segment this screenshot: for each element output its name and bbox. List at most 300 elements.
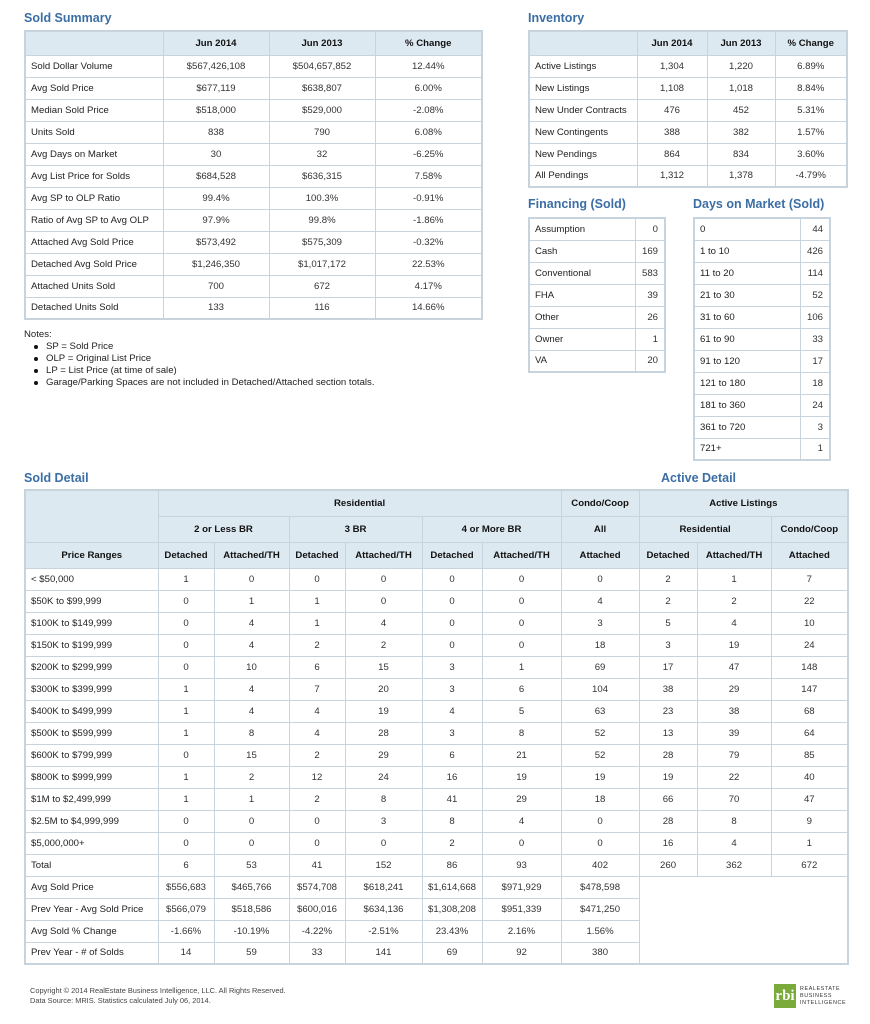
row-label: Detached Units Sold (25, 297, 163, 319)
cell-value: 6.89% (775, 55, 847, 77)
cell-value: 1 (482, 656, 561, 678)
empty-cell (639, 942, 697, 964)
cell-value: -4.22% (289, 920, 345, 942)
empty-cell (697, 898, 771, 920)
cell-value: 52 (561, 722, 639, 744)
row-label: Ratio of Avg SP to Avg OLP (25, 209, 163, 231)
cell-value: 4 (214, 612, 289, 634)
price-range-label: $300K to $399,999 (25, 678, 158, 700)
cell-value: -6.25% (375, 143, 482, 165)
table-row (25, 832, 848, 854)
cell-value: 260 (639, 854, 697, 876)
cell-value: 38 (697, 700, 771, 722)
cell-value: 2 (289, 634, 345, 656)
cell-value: 66 (639, 788, 697, 810)
cell-value: $636,315 (269, 165, 375, 187)
row-label: VA (529, 350, 635, 372)
table-row (25, 700, 848, 722)
cell-value: 10 (771, 612, 848, 634)
cell-value: 0 (345, 568, 422, 590)
cell-value: $1,308,208 (422, 898, 482, 920)
column-header: Detached (639, 542, 697, 568)
cell-value: 17 (639, 656, 697, 678)
cell-value: 1 (158, 678, 214, 700)
cell-value: 0 (561, 810, 639, 832)
cell-value: 0 (289, 568, 345, 590)
price-range-label: Total (25, 854, 158, 876)
cell-value: 1,312 (637, 165, 707, 187)
cell-value: 29 (482, 788, 561, 810)
cell-value: 97.9% (163, 209, 269, 231)
cell-value: -4.79% (775, 165, 847, 187)
cell-value: 23 (639, 700, 697, 722)
row-label: 361 to 720 (694, 416, 800, 438)
cell-value: 47 (771, 788, 848, 810)
cell-value: 10 (214, 656, 289, 678)
header-condo: Condo/Coop (561, 490, 639, 516)
price-range-label: $200K to $299,999 (25, 656, 158, 678)
cell-value: 1 (635, 328, 665, 350)
row-label: Attached Units Sold (25, 275, 163, 297)
cell-value: 52 (800, 284, 830, 306)
notes (24, 329, 375, 389)
table-row (529, 165, 847, 187)
cell-value: 114 (800, 262, 830, 284)
table-row (25, 121, 482, 143)
note-item: OLP = Original List Price (34, 353, 375, 365)
row-label: 21 to 30 (694, 284, 800, 306)
cell-value: -0.32% (375, 231, 482, 253)
cell-value: $529,000 (269, 99, 375, 121)
cell-value: 141 (345, 942, 422, 964)
row-label: FHA (529, 284, 635, 306)
cell-value: 59 (214, 942, 289, 964)
table-row (25, 612, 848, 634)
cell-value: 362 (697, 854, 771, 876)
header-active-listings: Active Listings (639, 490, 848, 516)
active-detail-title: Active Detail (661, 471, 737, 485)
cell-value: 33 (289, 942, 345, 964)
cell-value: $618,241 (345, 876, 422, 898)
cell-value: 18 (561, 788, 639, 810)
cell-value: $504,657,852 (269, 55, 375, 77)
cell-value: 6 (482, 678, 561, 700)
cell-value: 44 (800, 218, 830, 240)
table-row (25, 187, 482, 209)
cell-value: $634,136 (345, 898, 422, 920)
column-header (25, 31, 163, 55)
cell-value: 18 (561, 634, 639, 656)
cell-value: 85 (771, 744, 848, 766)
row-label: Avg Days on Market (25, 143, 163, 165)
cell-value: 12.44% (375, 55, 482, 77)
table-row (694, 438, 830, 460)
cell-value: 0 (158, 810, 214, 832)
empty-cell (639, 898, 697, 920)
financing-title: Financing (Sold) (528, 197, 626, 211)
table-row (25, 209, 482, 231)
cell-value: 7 (771, 568, 848, 590)
row-label: 1 to 10 (694, 240, 800, 262)
cell-value: $518,586 (214, 898, 289, 920)
cell-value: 3 (345, 810, 422, 832)
price-range-label: $600K to $799,999 (25, 744, 158, 766)
sold-detail-table (24, 489, 849, 965)
header-4br: 4 or More BR (422, 516, 561, 542)
cell-value: 3 (422, 722, 482, 744)
cell-value: 0 (158, 832, 214, 854)
row-label: Avg List Price for Solds (25, 165, 163, 187)
cell-value: 19 (639, 766, 697, 788)
cell-value: $518,000 (163, 99, 269, 121)
summary-label: Avg Sold Price (25, 876, 158, 898)
cell-value: 4 (345, 612, 422, 634)
cell-value: 14 (158, 942, 214, 964)
column-header: Attached/TH (214, 542, 289, 568)
cell-value: $573,492 (163, 231, 269, 253)
table-row (529, 262, 665, 284)
row-label: 121 to 180 (694, 372, 800, 394)
price-range-label: $100K to $149,999 (25, 612, 158, 634)
cell-value: 8 (697, 810, 771, 832)
cell-value: 106 (800, 306, 830, 328)
cell-value: 0 (422, 612, 482, 634)
cell-value: 2 (422, 832, 482, 854)
cell-value: 52 (561, 744, 639, 766)
row-label: 11 to 20 (694, 262, 800, 284)
cell-value: $600,016 (289, 898, 345, 920)
cell-value: 1,378 (707, 165, 775, 187)
data-source-text: Data Source: MRIS. Statistics calculated July 06, 2014. (30, 996, 211, 1005)
row-label: New Pendings (529, 143, 637, 165)
table-row (529, 218, 665, 240)
column-header (529, 31, 637, 55)
cell-value: 40 (771, 766, 848, 788)
price-range-label: $150K to $199,999 (25, 634, 158, 656)
cell-value: 476 (637, 99, 707, 121)
cell-value: 23.43% (422, 920, 482, 942)
cell-value: 0 (482, 832, 561, 854)
cell-value: 6 (158, 854, 214, 876)
note-item: SP = Sold Price (34, 341, 375, 353)
cell-value: 148 (771, 656, 848, 678)
cell-value: 16 (422, 766, 482, 788)
cell-value: 6.08% (375, 121, 482, 143)
cell-value: 33 (800, 328, 830, 350)
column-header: Detached (289, 542, 345, 568)
table-row (694, 350, 830, 372)
cell-value: 1,018 (707, 77, 775, 99)
cell-value: 1 (158, 700, 214, 722)
cell-value: 2 (345, 634, 422, 656)
column-header: % Change (375, 31, 482, 55)
table-row (694, 372, 830, 394)
row-label: Attached Avg Sold Price (25, 231, 163, 253)
row-label: 181 to 360 (694, 394, 800, 416)
cell-value: 834 (707, 143, 775, 165)
inventory-table (528, 30, 848, 188)
cell-value: 22.53% (375, 253, 482, 275)
row-label: Assumption (529, 218, 635, 240)
table-row (25, 77, 482, 99)
cell-value: 100.3% (269, 187, 375, 209)
table-row (25, 766, 848, 788)
sold-detail-title: Sold Detail (24, 471, 89, 485)
cell-value: 116 (269, 297, 375, 319)
cell-value: 8 (422, 810, 482, 832)
sold-summary-header-row (25, 31, 482, 55)
logo-line-1: REALESTATE (800, 985, 841, 992)
cell-value: 0 (214, 832, 289, 854)
cell-value: 0 (561, 568, 639, 590)
table-row (529, 99, 847, 121)
cell-value: 2 (289, 788, 345, 810)
column-header: Attached/TH (697, 542, 771, 568)
cell-value: 39 (697, 722, 771, 744)
cell-value: 104 (561, 678, 639, 700)
table-row (25, 722, 848, 744)
cell-value: $556,683 (158, 876, 214, 898)
cell-value: 1 (697, 568, 771, 590)
cell-value: 1.56% (561, 920, 639, 942)
cell-value: 8 (482, 722, 561, 744)
cell-value: 1 (158, 568, 214, 590)
table-row (25, 678, 848, 700)
cell-value: 4 (214, 700, 289, 722)
cell-value: 21 (482, 744, 561, 766)
cell-value: 64 (771, 722, 848, 744)
row-label: 31 to 60 (694, 306, 800, 328)
cell-value: $566,079 (158, 898, 214, 920)
cell-value: 99.8% (269, 209, 375, 231)
notes-heading: Notes: (24, 329, 52, 340)
cell-value: 53 (214, 854, 289, 876)
cell-value: 0 (482, 612, 561, 634)
empty-cell (697, 920, 771, 942)
cell-value: 0 (422, 590, 482, 612)
cell-value: $574,708 (289, 876, 345, 898)
summary-label: Prev Year - Avg Sold Price (25, 898, 158, 920)
cell-value: 19 (482, 766, 561, 788)
cell-value: 26 (635, 306, 665, 328)
rbi-logo-mark: rbi (774, 984, 796, 1008)
cell-value: 70 (697, 788, 771, 810)
cell-value: 7.58% (375, 165, 482, 187)
cell-value: 19 (345, 700, 422, 722)
table-row (529, 240, 665, 262)
cell-value: 1 (158, 722, 214, 744)
cell-value: 0 (482, 634, 561, 656)
table-row (529, 328, 665, 350)
cell-value: 1 (158, 788, 214, 810)
note-item: LP = List Price (at time of sale) (34, 365, 375, 377)
cell-value: 79 (697, 744, 771, 766)
cell-value: 22 (697, 766, 771, 788)
table-row (694, 306, 830, 328)
row-label: Other (529, 306, 635, 328)
cell-value: $471,250 (561, 898, 639, 920)
header-active-condo: Condo/Coop (771, 516, 848, 542)
rbi-logo (774, 984, 846, 1008)
notes-list (34, 341, 375, 389)
cell-value: 20 (345, 678, 422, 700)
cell-value: 93 (482, 854, 561, 876)
table-row (529, 284, 665, 306)
cell-value: 47 (697, 656, 771, 678)
table-row (25, 810, 848, 832)
cell-value: 452 (707, 99, 775, 121)
empty-cell (771, 876, 848, 898)
table-row (529, 55, 847, 77)
cell-value: 0 (214, 810, 289, 832)
cell-value: 0 (289, 832, 345, 854)
cell-value: $677,119 (163, 77, 269, 99)
cell-value: 2 (639, 568, 697, 590)
column-header: Price Ranges (25, 542, 158, 568)
header-3br: 3 BR (289, 516, 422, 542)
cell-value: 4 (561, 590, 639, 612)
cell-value: $575,309 (269, 231, 375, 253)
cell-value: 28 (639, 810, 697, 832)
cell-value: 9 (771, 810, 848, 832)
cell-value: 39 (635, 284, 665, 306)
table-row (25, 143, 482, 165)
cell-value: $951,339 (482, 898, 561, 920)
row-label: New Listings (529, 77, 637, 99)
cell-value: 99.4% (163, 187, 269, 209)
cell-value: 2 (289, 744, 345, 766)
table-row (25, 854, 848, 876)
table-row (25, 231, 482, 253)
cell-value: 69 (561, 656, 639, 678)
column-header: Jun 2014 (163, 31, 269, 55)
inventory-header-row (529, 31, 847, 55)
table-row (25, 297, 482, 319)
cell-value: $1,614,668 (422, 876, 482, 898)
cell-value: 2.16% (482, 920, 561, 942)
cell-value: -1.86% (375, 209, 482, 231)
copyright-text: Copyright © 2014 RealEstate Business Intelligence, LLC. All Rights Reserved. (30, 986, 286, 995)
cell-value: 3.60% (775, 143, 847, 165)
cell-value: 3 (561, 612, 639, 634)
cell-value: 0 (422, 634, 482, 656)
row-label: Detached Avg Sold Price (25, 253, 163, 275)
column-header: Attached (771, 542, 848, 568)
column-header: Detached (158, 542, 214, 568)
column-header: Detached (422, 542, 482, 568)
empty-cell (771, 920, 848, 942)
cell-value: 5 (482, 700, 561, 722)
empty-cell (771, 942, 848, 964)
cell-value: 3 (422, 678, 482, 700)
price-range-label: $2.5M to $4,999,999 (25, 810, 158, 832)
cell-value: 838 (163, 121, 269, 143)
summary-label: Avg Sold % Change (25, 920, 158, 942)
cell-value: 0 (158, 744, 214, 766)
empty-cell (697, 876, 771, 898)
cell-value: 4 (697, 832, 771, 854)
cell-value: 1 (214, 788, 289, 810)
cell-value: -2.51% (345, 920, 422, 942)
price-range-label: $500K to $599,999 (25, 722, 158, 744)
column-header: Jun 2013 (707, 31, 775, 55)
cell-value: 41 (422, 788, 482, 810)
cell-value: -1.66% (158, 920, 214, 942)
row-label: Median Sold Price (25, 99, 163, 121)
cell-value: 86 (422, 854, 482, 876)
cell-value: 16 (639, 832, 697, 854)
cell-value: 4 (289, 722, 345, 744)
cell-value: 28 (639, 744, 697, 766)
column-header: % Change (775, 31, 847, 55)
cell-value: 22 (771, 590, 848, 612)
row-label: All Pendings (529, 165, 637, 187)
logo-line-2: BUSINESS (800, 992, 833, 999)
cell-value: $1,017,172 (269, 253, 375, 275)
cell-value: 15 (214, 744, 289, 766)
table-row (25, 568, 848, 590)
cell-value: 12 (289, 766, 345, 788)
cell-value: 1 (214, 590, 289, 612)
row-label: Avg SP to OLP Ratio (25, 187, 163, 209)
cell-value: 92 (482, 942, 561, 964)
cell-value: 24 (345, 766, 422, 788)
cell-value: 63 (561, 700, 639, 722)
cell-value: 790 (269, 121, 375, 143)
cell-value: $638,807 (269, 77, 375, 99)
row-label: 91 to 120 (694, 350, 800, 372)
cell-value: 672 (771, 854, 848, 876)
inventory-title: Inventory (528, 11, 585, 25)
cell-value: 4 (697, 612, 771, 634)
cell-value: 15 (345, 656, 422, 678)
cell-value: 169 (635, 240, 665, 262)
cell-value: 4 (214, 634, 289, 656)
table-row (25, 788, 848, 810)
cell-value: 0 (158, 612, 214, 634)
cell-value: 6.00% (375, 77, 482, 99)
row-label: Cash (529, 240, 635, 262)
table-row (529, 143, 847, 165)
cell-value: 3 (800, 416, 830, 438)
cell-value: 4 (289, 700, 345, 722)
financing-table (528, 217, 666, 373)
cell-value: 29 (697, 678, 771, 700)
price-range-label: $400K to $499,999 (25, 700, 158, 722)
cell-value: 0 (422, 568, 482, 590)
note-item: Garage/Parking Spaces are not included in Detached/Attached section totals. (34, 377, 375, 389)
cell-value: 1,108 (637, 77, 707, 99)
empty-cell (639, 876, 697, 898)
price-range-label: $5,000,000+ (25, 832, 158, 854)
cell-value: 133 (163, 297, 269, 319)
table-row (25, 55, 482, 77)
cell-value: 4 (482, 810, 561, 832)
cell-value: 5 (639, 612, 697, 634)
cell-value: 69 (422, 942, 482, 964)
cell-value: 5.31% (775, 99, 847, 121)
cell-value: 0 (289, 810, 345, 832)
empty-cell (697, 942, 771, 964)
cell-value: 4 (422, 700, 482, 722)
cell-value: -10.19% (214, 920, 289, 942)
table-row (25, 656, 848, 678)
cell-value: 0 (482, 590, 561, 612)
summary-row (25, 920, 848, 942)
cell-value: 583 (635, 262, 665, 284)
cell-value: 3 (422, 656, 482, 678)
cell-value: 7 (289, 678, 345, 700)
